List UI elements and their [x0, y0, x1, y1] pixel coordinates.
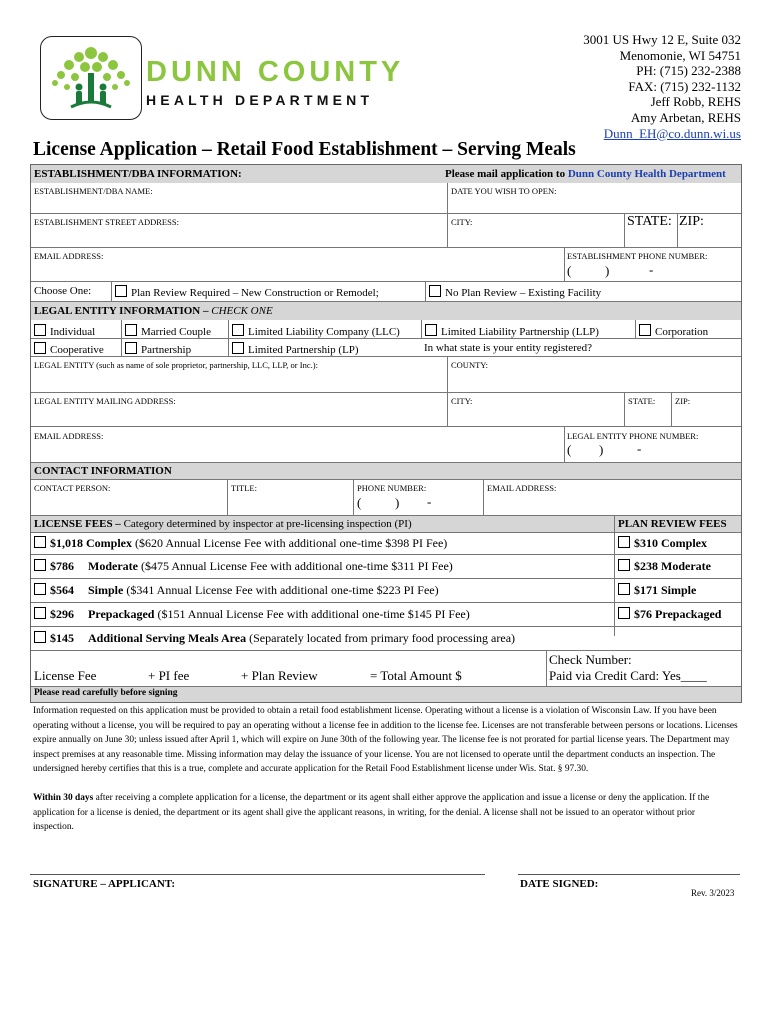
- checkbox-icon[interactable]: [34, 559, 46, 571]
- no-plan-review-option[interactable]: No Plan Review – Existing Facility: [429, 285, 601, 299]
- page-title: License Application – Retail Food Establishment – Serving Meals: [33, 139, 576, 160]
- phone-mask-dash: -: [427, 494, 432, 509]
- contact-address-block: [583, 32, 741, 141]
- city-field[interactable]: CITY:: [451, 217, 473, 227]
- street-address-field[interactable]: ESTABLISHMENT STREET ADDRESS:: [34, 217, 179, 227]
- checkbox-icon[interactable]: [34, 607, 46, 619]
- entity-cooperative[interactable]: Cooperative: [34, 342, 104, 356]
- phone-mask-close: ): [605, 263, 610, 278]
- checkbox-icon[interactable]: [425, 324, 437, 336]
- fee-option-additional-area[interactable]: $145 Additional Serving Meals Area (Separately located from primary food processing area): [34, 631, 515, 646]
- open-date-field[interactable]: DATE YOU WISH TO OPEN:: [451, 186, 557, 196]
- checkbox-icon[interactable]: [429, 285, 441, 297]
- section-establishment-title: ESTABLISHMENT/DBA INFORMATION:: [34, 168, 242, 180]
- notice-heading: Please read carefully before signing: [34, 688, 178, 698]
- signature-applicant-label[interactable]: SIGNATURE – APPLICANT:: [33, 878, 175, 890]
- checkbox-icon[interactable]: [618, 559, 630, 571]
- establishment-phone-field[interactable]: ESTABLISHMENT PHONE NUMBER:: [567, 251, 708, 261]
- legal-email-field[interactable]: EMAIL ADDRESS:: [34, 431, 104, 441]
- application-form: [30, 164, 742, 703]
- total-amount-label[interactable]: = Total Amount $: [370, 668, 462, 683]
- entity-lp[interactable]: Limited Partnership (LP): [232, 342, 359, 356]
- checkbox-icon[interactable]: [125, 324, 137, 336]
- checkbox-icon[interactable]: [34, 342, 46, 354]
- phone-line: PH: (715) 232-2388: [636, 63, 741, 79]
- address-line: 3001 US Hwy 12 E, Suite 032: [583, 32, 741, 47]
- checkbox-icon[interactable]: [232, 324, 244, 336]
- date-signed-label[interactable]: DATE SIGNED:: [520, 878, 599, 890]
- checkbox-icon[interactable]: [232, 342, 244, 354]
- zip-field[interactable]: ZIP:: [679, 214, 704, 229]
- phone-mask-dash: -: [649, 262, 654, 277]
- phone-mask-open: (: [567, 442, 572, 457]
- tree-family-logo-icon: [40, 36, 142, 120]
- checkbox-icon[interactable]: [618, 583, 630, 595]
- dba-name-field[interactable]: ESTABLISHMENT/DBA NAME:: [34, 186, 153, 196]
- check-number-field[interactable]: Check Number:: [549, 652, 632, 667]
- phone-mask-close: ): [599, 442, 604, 457]
- legal-entity-name-field[interactable]: LEGAL ENTITY (such as name of sole proprietor, partnership, LLC, LLP, or Inc.):: [34, 360, 318, 370]
- legal-mailing-address-field[interactable]: LEGAL ENTITY MAILING ADDRESS:: [34, 396, 176, 406]
- credit-card-field[interactable]: Paid via Credit Card: Yes____: [549, 668, 707, 683]
- checkbox-icon[interactable]: [34, 583, 46, 595]
- entity-married-couple[interactable]: Married Couple: [125, 324, 211, 338]
- checkbox-icon[interactable]: [639, 324, 651, 336]
- plan-fee-complex[interactable]: $310 Complex: [618, 536, 707, 551]
- email-field[interactable]: EMAIL ADDRESS:: [34, 251, 104, 261]
- fee-option-prepackaged[interactable]: $296 Prepackaged ($151 Annual License Fee with additional one-time $145 PI Fee): [34, 607, 470, 622]
- section-fees-title: LICENSE FEES – Category determined by inspector at pre-licensing inspection (PI): [34, 518, 412, 530]
- brand-subtitle: HEALTH DEPARTMENT: [146, 92, 374, 108]
- staff-line: Jeff Robb, REHS: [650, 94, 741, 110]
- contact-phone-field[interactable]: PHONE NUMBER:: [357, 483, 427, 493]
- revision-label: Rev. 3/2023: [691, 888, 735, 898]
- checkbox-icon[interactable]: [34, 631, 46, 643]
- choose-one-label: Choose One:: [34, 285, 92, 297]
- notice-paragraph-30-days: Within 30 days after receiving a complete application for a license, the department or its agent shall either approve the application and issue a license or deny the application. If the application for a license is denied, the department or its agent shall give the applicant reasons, in writing, for the denial. A license shall not be issued to an operator without prior inspection.: [33, 793, 710, 833]
- plan-fee-prepackaged[interactable]: $76 Prepackaged: [618, 607, 721, 622]
- plan-fee-simple[interactable]: $171 Simple: [618, 583, 696, 598]
- mail-note: Please mail application to Dunn County Health Department: [445, 168, 726, 180]
- legal-phone-field[interactable]: LEGAL ENTITY PHONE NUMBER:: [567, 431, 699, 441]
- legal-zip-field[interactable]: ZIP:: [675, 396, 691, 406]
- phone-mask-close: ): [395, 495, 400, 510]
- entity-corporation[interactable]: Corporation: [639, 324, 708, 338]
- contact-title-field[interactable]: TITLE:: [231, 483, 257, 493]
- phone-mask-open: (: [357, 495, 362, 510]
- notice-paragraph: Information requested on this application must be provided to obtain a retail food establishment license. Operating without a license is a violation of Wisconsin Law. If you have been operating without a license, you will be required to pay an operating without a license fee in addition to the license fee. Licenses are not transferable between persons or locations. Licenses expire annually on June 30; unless issued after April 1, which will expire on June 30th of the following year. The license fee is not prorated for partial license years. The Department may inspect premises at any reasonable time. Missing information may delay the issuance of your license. You are not licensed to operate until the department conducts an inspection. The undersigned hereby certifies that this is a true, complete and accurate application for the Retail Food Establishment license under Wis. Stat. § 97.30.: [33, 706, 738, 775]
- email-link[interactable]: Dunn_EH@co.dunn.wi.us: [603, 125, 741, 141]
- contact-person-field[interactable]: CONTACT PERSON:: [34, 483, 111, 493]
- brand-name: DUNN COUNTY: [146, 56, 405, 88]
- fee-option-complex[interactable]: $1,018 Complex ($620 Annual License Fee with additional one-time $398 PI Fee): [34, 536, 447, 551]
- fee-option-moderate[interactable]: $786 Moderate ($475 Annual License Fee with additional one-time $311 PI Fee): [34, 559, 453, 574]
- checkbox-icon[interactable]: [34, 324, 46, 336]
- plan-review-option[interactable]: Plan Review Required – New Construction or Remodel;: [115, 285, 379, 299]
- fee-option-simple[interactable]: $564 Simple ($341 Annual License Fee with additional one-time $223 PI Fee): [34, 583, 439, 598]
- phone-mask-dash: -: [637, 441, 642, 456]
- total-plan-review-label[interactable]: + Plan Review: [241, 668, 318, 683]
- legal-state-field[interactable]: STATE:: [628, 396, 656, 406]
- checkbox-icon[interactable]: [618, 536, 630, 548]
- checkbox-icon[interactable]: [34, 536, 46, 548]
- legal-city-field[interactable]: CITY:: [451, 396, 473, 406]
- total-license-fee-label[interactable]: License Fee: [34, 668, 97, 683]
- contact-email-field[interactable]: EMAIL ADDRESS:: [487, 483, 557, 493]
- plan-fee-moderate[interactable]: $238 Moderate: [618, 559, 711, 574]
- entity-state-question[interactable]: In what state is your entity registered?: [424, 342, 593, 354]
- entity-llp[interactable]: Limited Liability Partnership (LLP): [425, 324, 599, 338]
- address-line: Menomonie, WI 54751: [619, 47, 741, 63]
- checkbox-icon[interactable]: [125, 342, 137, 354]
- section-contact-title: CONTACT INFORMATION: [34, 465, 172, 477]
- entity-individual[interactable]: Individual: [34, 324, 95, 338]
- checkbox-icon[interactable]: [115, 285, 127, 297]
- state-field[interactable]: STATE:: [627, 214, 672, 229]
- entity-llc[interactable]: Limited Liability Company (LLC): [232, 324, 400, 338]
- county-field[interactable]: COUNTY:: [451, 360, 488, 370]
- checkbox-icon[interactable]: [618, 607, 630, 619]
- total-pi-fee-label[interactable]: + PI fee: [148, 668, 190, 683]
- section-legal-title: LEGAL ENTITY INFORMATION – CHECK ONE: [34, 305, 273, 317]
- entity-partnership[interactable]: Partnership: [125, 342, 191, 356]
- plan-review-fees-header: PLAN REVIEW FEES: [618, 518, 727, 530]
- phone-mask-open: (: [567, 263, 572, 278]
- fax-line: FAX: (715) 232-1132: [628, 78, 741, 94]
- staff-line: Amy Arbetan, REHS: [630, 109, 741, 125]
